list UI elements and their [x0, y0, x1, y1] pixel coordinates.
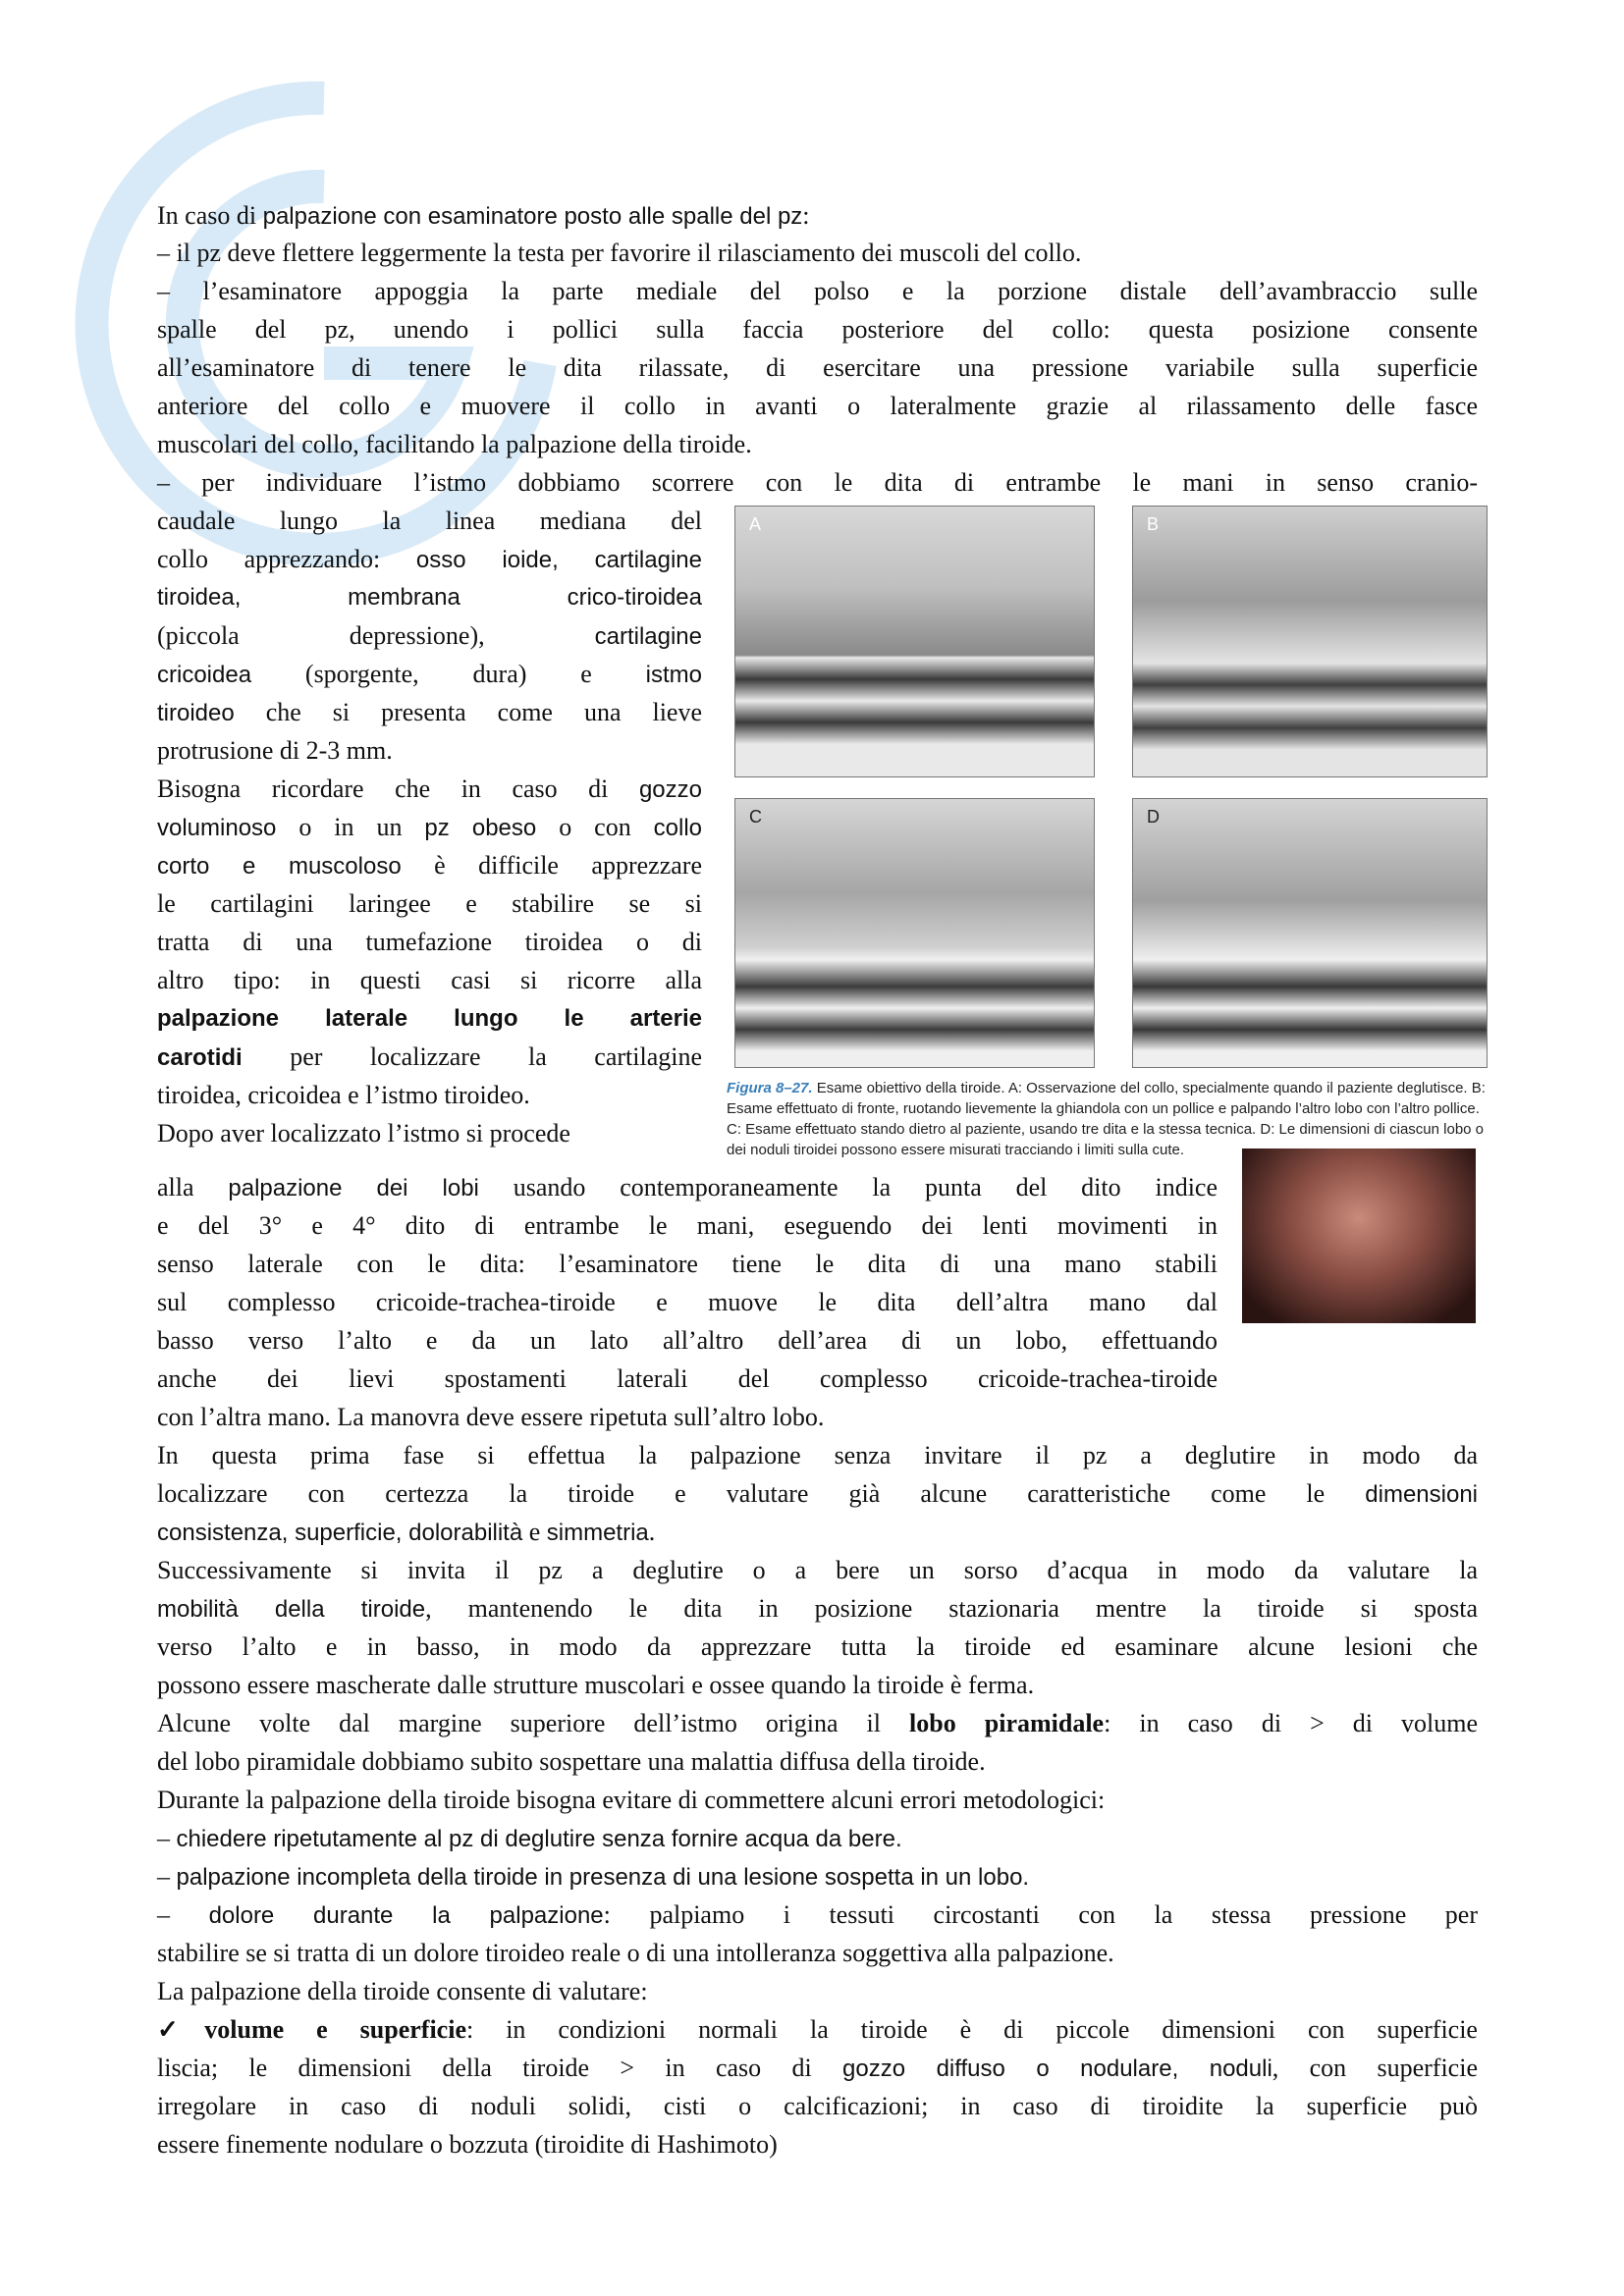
lobes-line: alla palpazione dei lobi usando contemporaneamente la punta del dito indice — [157, 1173, 1218, 1201]
intro-line: muscolari del collo, facilitando la palpazione della tiroide. — [157, 430, 752, 458]
body-line: – dolore durante la palpazione: palpiamo i tessuti circostanti con la stessa pressione per — [157, 1900, 1479, 1929]
lobes-line: e del 3° e 4° dito di entrambe le mani, eseguendo dei lenti movimenti in — [157, 1211, 1218, 1240]
intro-line: anteriore del collo e muovere il collo in avanti o lateralmente grazie al rilassamento delle fasce — [157, 392, 1478, 420]
left-line: protrusione di 2-3 mm. — [157, 736, 393, 765]
left-line: collo apprezzando: osso ioide, cartilagine — [157, 545, 702, 573]
photo-d: D — [1132, 798, 1488, 1068]
left-line: caudale lungo la linea mediana del — [157, 507, 702, 535]
left-line: tratta di una tumefazione tiroidea o di — [157, 928, 702, 956]
left-line: (piccola depressione), cartilagine — [157, 621, 703, 650]
body-line: liscia; le dimensioni della tiroide > in caso di gozzo diffuso o nodulare, noduli, con superficie — [157, 2054, 1478, 2082]
body-line: – palpazione incompleta della tiroide in presenza di una lesione sospetta in un lobo. — [157, 1862, 1030, 1891]
left-line: tiroidea, membrana crico-tiroidea — [157, 584, 702, 611]
figure-caption: Figura 8–27. Esame obiettivo della tiroide. A: Osservazione del collo, specialmente quando il paziente deglutisce. B: Esame effettuato di fronte, ruotando lievemente la ghiandola con un pollice e palpando l’altro lobo con l’altro pollice. C: Esame effettuato stando dietro al paziente, usando tre dita e la stessa tecnica. D: Le dimensioni di ciascun lobo o dei noduli tiroidei possono essere misurati tracciando i limiti sulla cute. — [727, 1080, 1486, 1158]
left-line: Bisogna ricordare che in caso di gozzo — [157, 774, 702, 803]
body-line: Durante la palpazione della tiroide bisogna evitare di commettere alcuni errori metodologici: — [157, 1786, 1106, 1814]
left-line: cricoidea (sporgente, dura) e istmo — [157, 660, 702, 688]
lobes-line: senso laterale con le dita: l’esaminatore tiene le dita di una mano stabili — [157, 1250, 1218, 1278]
photo-a: A — [734, 506, 1095, 777]
body-line: mobilità della tiroide, mantenendo le dita in posizione stazionaria mentre la tiroide si sposta — [157, 1594, 1478, 1623]
lobes-line: con l’altra mano. La manovra deve essere ripetuta sull’altro lobo. — [157, 1403, 825, 1431]
body-line: Successivamente si invita il pz a deglutire o a bere un sorso d’acqua in modo da valutare la — [157, 1556, 1478, 1584]
left-line: Dopo aver localizzato l’istmo si procede — [157, 1119, 570, 1148]
intro-line: – per individuare l’istmo dobbiamo scorrere con le dita di entrambe le mani in senso cranio- — [157, 468, 1478, 497]
palpation-photo — [1242, 1148, 1476, 1323]
lobes-line: sul complesso cricoide-trachea-tiroide e muove le dita dell’altra mano dal — [157, 1288, 1218, 1316]
body-line: verso l’alto e in basso, in modo da apprezzare tutta la tiroide ed esaminare alcune lesioni che — [157, 1632, 1478, 1661]
body-line: del lobo piramidale dobbiamo subito sospettare una malattia diffusa della tiroide. — [157, 1747, 986, 1776]
intro-line: – l’esaminatore appoggia la parte mediale del polso e la porzione distale dell’avambraccio sulle — [157, 277, 1478, 305]
intro-heading: In caso di palpazione con esaminatore posto alle spalle del pz: — [157, 201, 810, 230]
body-line: essere finemente nodulare o bozzuta (tiroidite di Hashimoto) — [157, 2130, 778, 2159]
photo-c: C — [734, 798, 1095, 1068]
left-line: tiroideo che si presenta come una lieve — [157, 698, 702, 726]
left-line: altro tipo: in questi casi si ricorre alla — [157, 966, 702, 994]
check-icon: ✓ — [157, 2015, 205, 2044]
body-line: La palpazione della tiroide consente di valutare: — [157, 1977, 648, 2005]
lobes-line: anche dei lievi spostamenti laterali del complesso cricoide-trachea-tiroide — [157, 1364, 1218, 1393]
intro-line: all’esaminatore di tenere le dita rilassate, di esercitare una pressione variabile sulla superficie — [157, 353, 1478, 382]
left-line: le cartilagini laringee e stabilire se si — [157, 889, 702, 918]
lobes-line: basso verso l’alto e da un lato all’altro dell’area di un lobo, effettuando — [157, 1326, 1218, 1355]
left-line: corto e muscoloso è difficile apprezzare — [157, 851, 702, 880]
left-line: palpazione laterale lungo le arterie — [157, 1005, 702, 1032]
body-line: ✓volume e superficie: in condizioni normali la tiroide è di piccole dimensioni con superficie — [157, 2015, 1478, 2044]
body-line: In questa prima fase si effettua la palpazione senza invitare il pz a deglutire in modo da — [157, 1441, 1478, 1469]
body-line: possono essere mascherate dalle strutture muscolari e ossee quando la tiroide è ferma. — [157, 1671, 1035, 1699]
photo-b: B — [1132, 506, 1488, 777]
body-line: localizzare con certezza la tiroide e valutare già alcune caratteristiche come le dimensioni — [157, 1479, 1478, 1508]
body-line: consistenza, superficie, dolorabilità e simmetria. — [157, 1518, 656, 1546]
body-line: – chiedere ripetutamente al pz di deglutire senza fornire acqua da bere. — [157, 1824, 902, 1852]
left-line: voluminoso o in un pz obeso o con collo — [157, 813, 702, 841]
left-line: carotidi per localizzare la cartilagine — [157, 1042, 702, 1071]
intro-line: – il pz deve flettere leggermente la testa per favorire il rilasciamento dei muscoli del collo. — [157, 239, 1082, 267]
left-line: tiroidea, cricoidea e l’istmo tiroideo. — [157, 1081, 530, 1109]
intro-line: spalle del pz, unendo i pollici sulla faccia posteriore del collo: questa posizione consente — [157, 315, 1478, 344]
body-line: stabilire se si tratta di un dolore tiroideo reale o di una intolleranza soggettiva alla palpazione. — [157, 1939, 1114, 1967]
body-line: irregolare in caso di noduli solidi, cisti o calcificazioni; in caso di tiroidite la superficie può — [157, 2092, 1478, 2120]
body-line: Alcune volte dal margine superiore dell’istmo origina il lobo piramidale: in caso di > di volume — [157, 1709, 1479, 1737]
